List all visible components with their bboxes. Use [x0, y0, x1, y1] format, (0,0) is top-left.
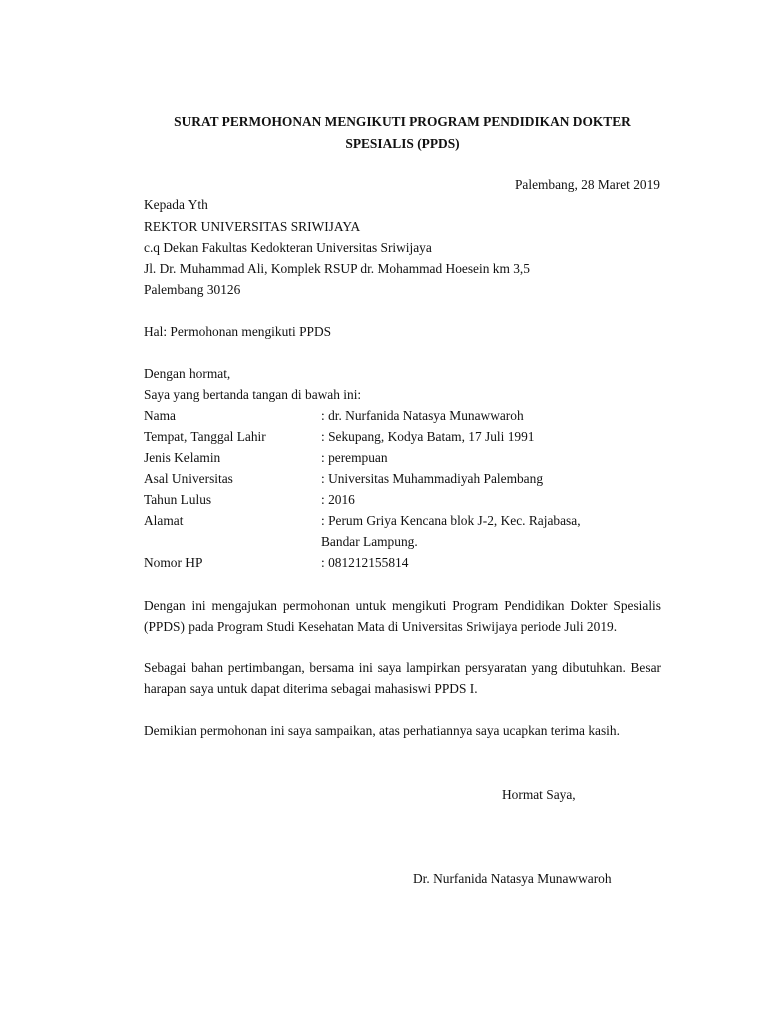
body-paragraph-2: Sebagai bahan pertimbangan, bersama ini saya lampirkan persyaratan yang dibutuhkan. Besar harapan saya untuk dapat diterima sebagai mahasiswi PPDS I. [144, 660, 661, 696]
recipient-name: REKTOR UNIVERSITAS SRIWIJAYA [144, 219, 361, 234]
recipient-address: Jl. Dr. Muhammad Ali, Komplek RSUP dr. Mohammad Hoesein km 3,5 [144, 261, 530, 276]
identity-label: Tempat, Tanggal Lahir [144, 429, 266, 444]
body-paragraph-1: Dengan ini mengajukan permohonan untuk mengikuti Program Pendidikan Dokter Spesialis (PPDS) pada Program Studi Kesehatan Mata di Universitas Sriwijaya periode Juli 2019. [144, 598, 661, 634]
identity-value-continued: Bandar Lampung. [321, 534, 418, 549]
identity-label: Nama [144, 408, 176, 423]
identity-label: Tahun Lulus [144, 492, 212, 507]
identity-value: : 081212155814 [321, 555, 409, 570]
closing: Hormat Saya, [502, 787, 576, 802]
identity-value: : Universitas Muhammadiyah Palembang [321, 471, 544, 486]
identity-value: : perempuan [321, 450, 388, 465]
identity-value: : 2016 [321, 492, 355, 507]
letter-title-line-1: SURAT PERMOHONAN MENGIKUTI PROGRAM PENDIDIKAN DOKTER [174, 114, 631, 129]
identity-value: : Sekupang, Kodya Batam, 17 Juli 1991 [321, 429, 535, 444]
recipient-cq: c.q Dekan Fakultas Kedokteran Universitas Sriwijaya [144, 240, 432, 255]
identity-value: : Perum Griya Kencana blok J-2, Kec. Rajabasa, [321, 513, 581, 528]
identity-label: Jenis Kelamin [144, 450, 221, 465]
letter-date: Palembang, 28 Maret 2019 [514, 177, 660, 192]
letter-title-line-2: SPESIALIS (PPDS) [345, 136, 460, 151]
identity-label: Alamat [144, 513, 184, 528]
signature-name: Dr. Nurfanida Natasya Munawwaroh [413, 871, 612, 886]
identity-value: : dr. Nurfanida Natasya Munawwaroh [321, 408, 524, 423]
letter-intro: Saya yang bertanda tangan di bawah ini: [144, 387, 362, 402]
body-paragraph-3: Demikian permohonan ini saya sampaikan, atas perhatiannya saya ucapkan terima kasih. [144, 723, 620, 738]
letter-subject: Hal: Permohonan mengikuti PPDS [144, 324, 332, 339]
identity-label: Asal Universitas [144, 471, 233, 486]
recipient-city: Palembang 30126 [144, 282, 241, 297]
recipient-salutation: Kepada Yth [144, 197, 208, 212]
identity-label: Nomor HP [144, 555, 203, 570]
letter-greeting: Dengan hormat, [144, 366, 231, 381]
